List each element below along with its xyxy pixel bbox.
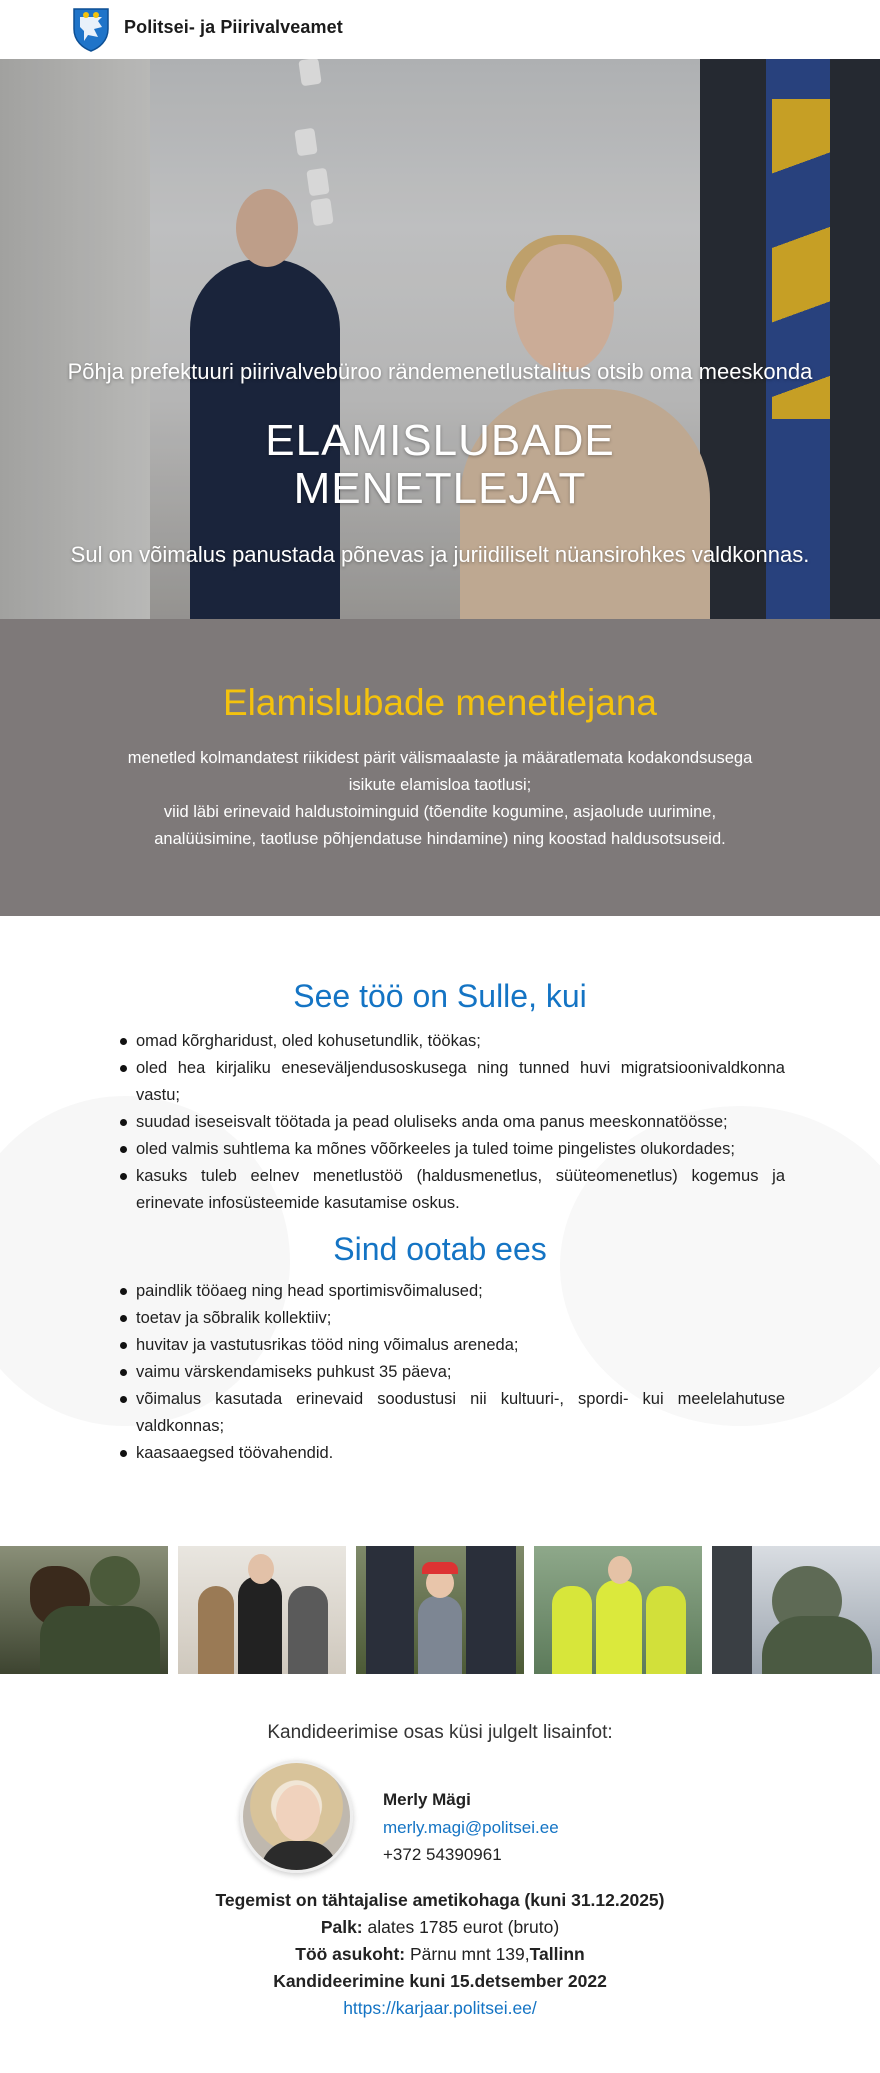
deadline-info	[0, 1971, 880, 1992]
police-shield-logo-icon[interactable]	[72, 7, 110, 52]
photo-child-with-officers	[356, 1546, 524, 1674]
hero-title-line1: ELAMISLUBADE	[265, 416, 615, 465]
hero-banner	[0, 59, 880, 619]
salary-label: Palk:	[320, 1917, 363, 1937]
content-section	[0, 916, 880, 1546]
career-site-link[interactable]: https://karjaar.politsei.ee/	[343, 1998, 537, 2018]
role-heading: Elamislubade menetlejana	[223, 682, 657, 723]
photo-team-office	[178, 1546, 346, 1674]
requirements-list	[118, 1028, 785, 1217]
salary-value: alates 1785 eurot (bruto)	[367, 1917, 560, 1937]
location-value: Pärnu mnt 139,	[409, 1944, 530, 1964]
list-item: huvitav ja vastutusrikas tööd ning võimalus areneda;	[118, 1332, 785, 1359]
photo-patrol-officers	[534, 1546, 702, 1674]
hero-subtitle: Põhja prefektuuri piirivalvebüroo rändemenetlustalitus otsib oma meeskonda	[67, 359, 813, 384]
list-item: paindlik tööaeg ning head sportimisvõimalused;	[118, 1278, 785, 1305]
list-item: suudad iseseisvalt töötada ja pead oluliseks anda oma panus meeskonnatöösse;	[118, 1109, 785, 1136]
photo-police-dog	[0, 1546, 168, 1674]
contact-email-link[interactable]: merly.magi@politsei.ee	[383, 1818, 559, 1837]
list-item: oled valmis suhtlema ka mõnes võõrkeeles ja tuled toime pingelistes olukordades;	[118, 1136, 785, 1163]
avatar	[240, 1760, 353, 1873]
role-section	[0, 619, 880, 916]
role-text-line3: viid läbi erinevaid haldustoiminguid (tõendite kogumine, asjaolude uurimine,	[163, 803, 717, 821]
role-text-line4: analüüsimine, taotluse põhjendatuse hindamine) ning koostad haldusotsuseid.	[154, 830, 726, 848]
brand-name[interactable]: Politsei- ja Piirivalveamet	[124, 17, 343, 37]
hero-title	[0, 417, 880, 513]
hero-tagline: Sul on võimalus panustada põnevas ja juriidiliselt nüansirohkes valdkonnas.	[70, 542, 810, 567]
benefits-list	[118, 1278, 785, 1467]
list-item: kaasaaegsed töövahendid.	[118, 1440, 785, 1467]
role-text-line1: menetled kolmandatest riikidest pärit välismaalaste ja määratlemata kodakondsusega	[127, 749, 753, 767]
location-label: Töö asukoht:	[295, 1944, 406, 1964]
list-item: toetav ja sõbralik kollektiiv;	[118, 1305, 785, 1332]
list-item: kasuks tuleb eelnev menetlustöö (haldusmenetlus, süüteomenetlus) kogemus ja erinevate infosüsteemide kasutamise oskus.	[118, 1163, 785, 1217]
contact-phone: +372 54390961	[383, 1845, 502, 1864]
site-header	[0, 0, 880, 59]
location-city: Tallinn	[529, 1944, 585, 1964]
photo-strip	[0, 1546, 880, 1674]
list-item: omad kõrgharidust, oled kohusetundlik, töökas;	[118, 1028, 785, 1055]
list-item: oled hea kirjaliku eneseväljendusoskusega ning tunned huvi migratsioonivaldkonna vastu;	[118, 1055, 785, 1109]
contract-text: Tegemist on tähtajalise ametikohaga (kuni 31.12.2025)	[215, 1890, 665, 1910]
contact-name: Merly Mägi	[383, 1790, 471, 1809]
list-item: võimalus kasutada erinevaid soodustusi nii kultuuri-, spordi- kui meelelahutuse valdkonnas;	[118, 1386, 785, 1440]
photo-helicopter-pilot	[712, 1546, 880, 1674]
list-item: vaimu värskendamiseks puhkust 35 päeva;	[118, 1359, 785, 1386]
requirements-heading: See töö on Sulle, kui	[293, 978, 587, 1014]
contact-intro: Kandideerimise osas küsi julgelt lisainfot:	[267, 1722, 613, 1743]
hero-title-line2: MENETLEJAT	[293, 464, 587, 513]
salary-info	[0, 1917, 880, 1938]
location-info	[0, 1944, 880, 1965]
deadline-text: Kandideerimine kuni 15.detsember 2022	[273, 1971, 607, 1991]
benefits-heading: Sind ootab ees	[333, 1231, 547, 1267]
career-link-row	[0, 1998, 880, 2019]
role-text-line2: isikute elamisloa taotlusi;	[348, 776, 532, 794]
contract-info	[0, 1890, 880, 1911]
